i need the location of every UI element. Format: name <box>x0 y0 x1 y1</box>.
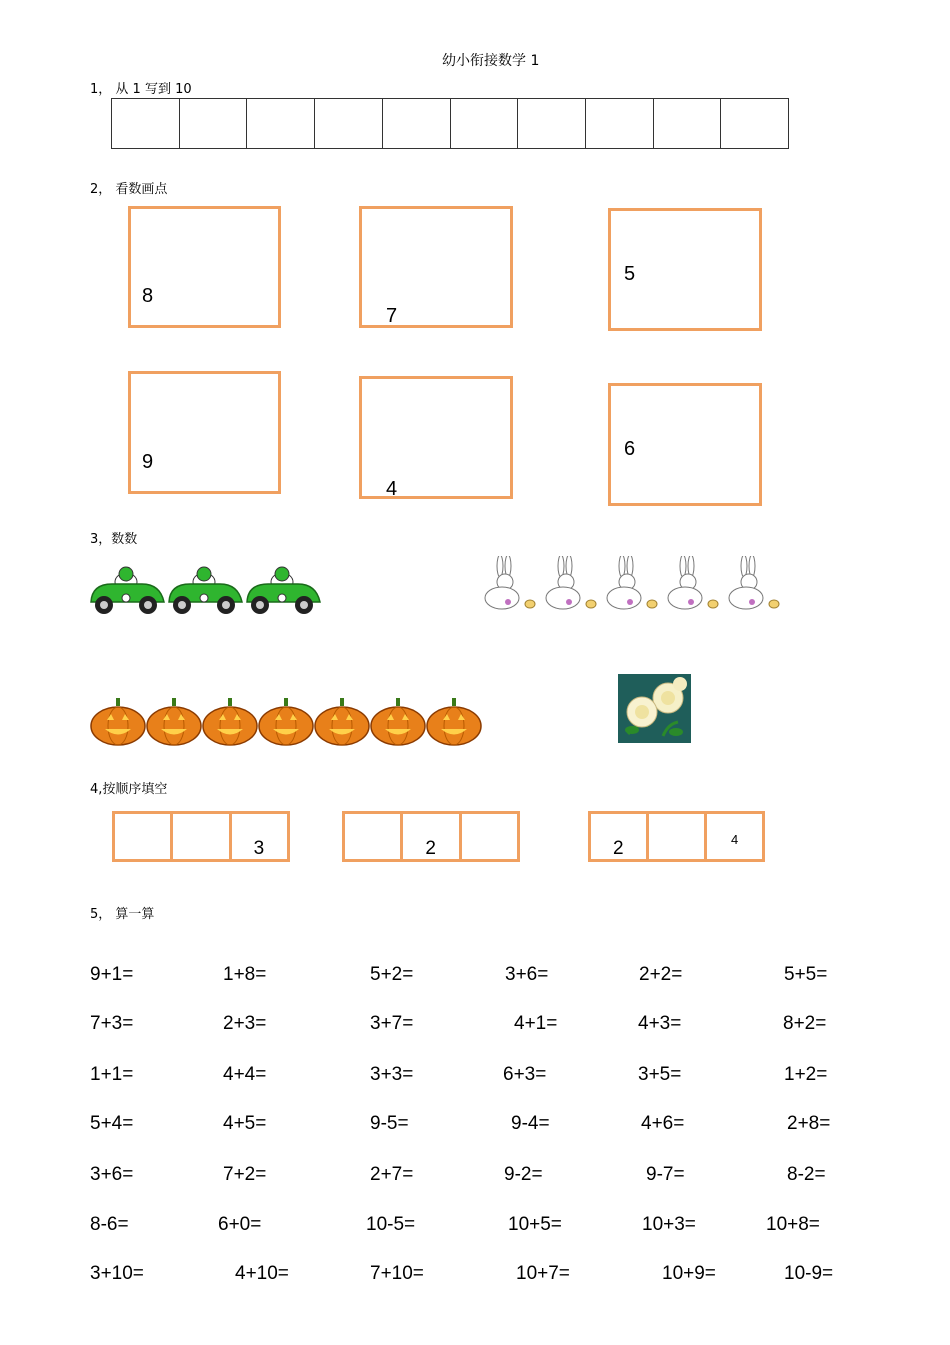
equation: 6+3= <box>503 1064 547 1085</box>
sequence-cell[interactable] <box>462 814 517 859</box>
section4-heading: 4,按顺序填空 <box>90 782 168 797</box>
pumpkin-icon <box>315 698 369 745</box>
rabbit-icon <box>729 556 779 609</box>
rabbits-group <box>478 556 786 616</box>
sequence-cell[interactable]: 3 <box>253 838 265 859</box>
equation: 6+0= <box>218 1214 262 1235</box>
sequence-cell[interactable] <box>115 814 173 859</box>
equation: 10+9= <box>662 1263 716 1284</box>
equation: 10+7= <box>516 1263 570 1284</box>
equation: 9-7= <box>646 1164 685 1185</box>
equation: 10-9= <box>784 1263 834 1284</box>
dot-box[interactable] <box>128 206 281 328</box>
write-1-to-10-grid <box>111 98 789 149</box>
equation: 3+3= <box>370 1064 414 1085</box>
section2-heading: 2， 看数画点 <box>90 182 168 197</box>
equation: 9-2= <box>504 1164 543 1185</box>
dot-box[interactable] <box>359 376 513 499</box>
dot-box[interactable] <box>128 371 281 494</box>
dot-box[interactable] <box>608 383 762 506</box>
pumpkin-icon <box>147 698 201 745</box>
rabbit-icon <box>485 556 535 609</box>
car-icon <box>169 567 242 614</box>
sequence-row <box>112 811 290 862</box>
equation: 9-4= <box>511 1113 550 1134</box>
dot-box-number: 5 <box>624 263 636 285</box>
equation: 7+3= <box>90 1013 134 1034</box>
dot-box-number: 8 <box>142 285 154 307</box>
equation: 8-2= <box>787 1164 826 1185</box>
equation: 2+2= <box>639 964 683 985</box>
section1-heading: 1， 从 1 写到 10 <box>90 82 192 97</box>
sequence-row <box>588 811 765 862</box>
equation: 1+8= <box>223 964 267 985</box>
equation: 9-5= <box>370 1113 409 1134</box>
equation: 4+1= <box>514 1013 558 1034</box>
equation: 2+3= <box>223 1013 267 1034</box>
pumpkins-group <box>90 696 486 746</box>
equation: 4+10= <box>235 1263 289 1284</box>
sequence-row <box>342 811 520 862</box>
dot-box-number: 6 <box>624 438 636 460</box>
equation: 2+8= <box>787 1113 831 1134</box>
answer-cell[interactable] <box>112 99 180 148</box>
equation: 7+10= <box>370 1263 424 1284</box>
equation: 3+6= <box>505 964 549 985</box>
equation: 3+5= <box>638 1064 682 1085</box>
equation: 4+6= <box>641 1113 685 1134</box>
section3-heading: 3，数数 <box>90 532 138 547</box>
answer-cell[interactable] <box>654 99 722 148</box>
equation: 2+7= <box>370 1164 414 1185</box>
page-title: 幼小衔接数学 1 <box>442 53 540 69</box>
equation: 1+2= <box>784 1064 828 1085</box>
car-icon <box>91 567 164 614</box>
pumpkin-icon <box>259 698 313 745</box>
sequence-cell[interactable]: 2 <box>403 814 461 859</box>
equation: 5+4= <box>90 1113 134 1134</box>
answer-cell[interactable] <box>586 99 654 148</box>
section5-heading: 5， 算一算 <box>90 907 155 922</box>
equation: 9+1= <box>90 964 134 985</box>
rabbit-icon <box>668 556 718 609</box>
dot-box-number: 4 <box>386 478 398 500</box>
equation: 3+6= <box>90 1164 134 1185</box>
sequence-cell[interactable]: 2 <box>591 814 649 859</box>
answer-cell[interactable] <box>451 99 519 148</box>
dot-box[interactable] <box>359 206 513 328</box>
equation: 4+5= <box>223 1113 267 1134</box>
sequence-cell[interactable] <box>345 814 403 859</box>
pumpkin-icon <box>203 698 257 745</box>
answer-cell[interactable] <box>721 99 788 148</box>
rabbit-icon <box>607 556 657 609</box>
rabbit-icon <box>546 556 596 609</box>
equation: 10+3= <box>642 1214 696 1235</box>
sequence-cell[interactable] <box>649 814 707 859</box>
answer-cell[interactable] <box>383 99 451 148</box>
dot-box[interactable] <box>608 208 762 331</box>
equation: 10+8= <box>766 1214 820 1235</box>
car-icon <box>247 567 320 614</box>
pumpkin-icon <box>427 698 481 745</box>
equation: 10+5= <box>508 1214 562 1235</box>
dot-box-number: 7 <box>386 305 398 327</box>
sequence-cell[interactable] <box>173 814 231 859</box>
answer-cell[interactable] <box>180 99 248 148</box>
equation: 1+1= <box>90 1064 134 1085</box>
equation: 10-5= <box>366 1214 416 1235</box>
equation: 4+3= <box>638 1013 682 1034</box>
dot-box-number: 9 <box>142 451 154 473</box>
pumpkin-icon <box>91 698 145 745</box>
pumpkin-icon <box>371 698 425 745</box>
equation: 5+5= <box>784 964 828 985</box>
sequence-cell[interactable]: 4 <box>731 832 739 847</box>
equation: 8-6= <box>90 1214 129 1235</box>
answer-cell[interactable] <box>315 99 383 148</box>
answer-cell[interactable] <box>518 99 586 148</box>
equation: 7+2= <box>223 1164 267 1185</box>
equation: 3+7= <box>370 1013 414 1034</box>
equation: 5+2= <box>370 964 414 985</box>
equation: 4+4= <box>223 1064 267 1085</box>
equation: 8+2= <box>783 1013 827 1034</box>
answer-cell[interactable] <box>247 99 315 148</box>
equation: 3+10= <box>90 1263 144 1284</box>
cars-group <box>88 560 324 616</box>
rose-flower-icon <box>618 674 691 743</box>
